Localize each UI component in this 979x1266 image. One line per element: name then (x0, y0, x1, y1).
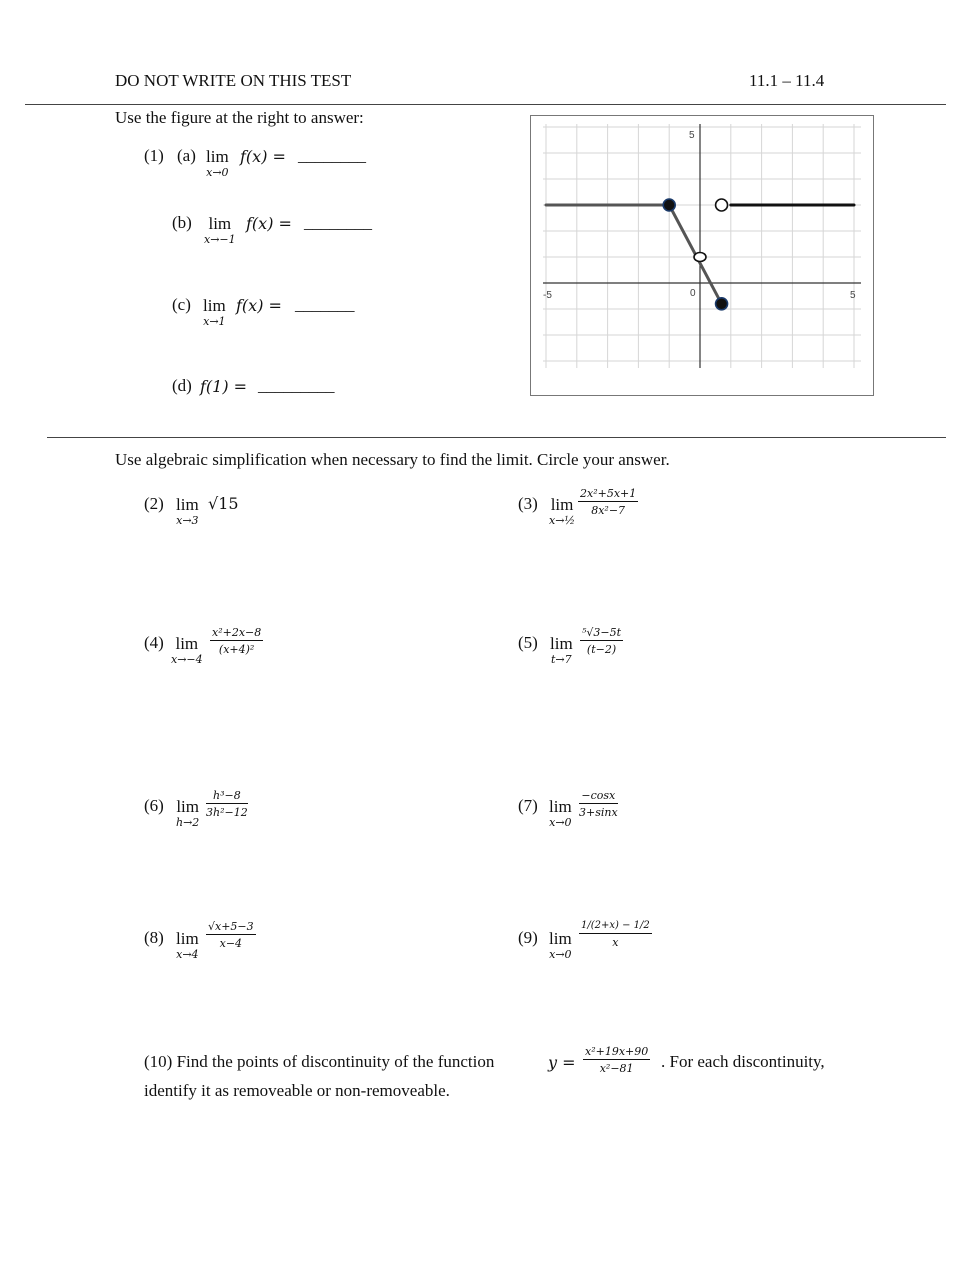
q1c-lim-word: lim (203, 296, 226, 315)
q7-limit (549, 798, 572, 828)
piecewise-graph-figure (530, 115, 874, 396)
test-header-title: DO NOT WRITE ON THIS TEST (115, 71, 352, 90)
q8-lim-sub: x→4 (176, 948, 199, 961)
q1b-lim-sub: x→−1 (204, 233, 236, 246)
q7-lim-sub: x→0 (549, 816, 572, 829)
q6-lim-word: lim (176, 797, 199, 816)
q1b-lim-word: lim (208, 214, 232, 233)
test-header-sections: 11.1 – 11.4 (749, 71, 825, 90)
section1-instruction: Use the figure at the right to answer: (115, 108, 364, 127)
q10-fraction (583, 1046, 650, 1074)
q4-lim-word: lim (175, 634, 199, 653)
q7-numerator: −cosx (579, 790, 618, 804)
q9-numerator: 1/(2+x) − 1/2 (579, 921, 652, 934)
tick-label-y-top: 5 (689, 130, 695, 141)
q3-fraction (578, 488, 638, 516)
q8-numerator: √x+5−3 (208, 920, 254, 933)
tick-label-x-left: -5 (543, 290, 552, 301)
q3-lim-word: lim (550, 495, 574, 514)
q2-lim-sub: x→3 (176, 514, 199, 527)
q7-lim-word: lim (549, 797, 572, 816)
q7-fraction (579, 790, 618, 818)
q2-lim-word: lim (176, 495, 199, 514)
q2-expression: √15 (208, 494, 239, 513)
q10-denominator: x²−81 (599, 1062, 634, 1075)
q5-fraction (580, 627, 623, 655)
tick-label-x-right: 5 (850, 290, 856, 301)
q1d-label: (d) (172, 376, 192, 395)
q5-number: (5) (518, 633, 538, 652)
q9-lim-sub: x→0 (549, 948, 572, 961)
q1c-label: (c) (172, 295, 191, 314)
q2-number: (2) (144, 494, 164, 513)
tick-label-origin: 0 (690, 288, 696, 299)
q5-numerator: ⁵√3−5t (582, 626, 622, 639)
q9-limit (549, 930, 572, 960)
q5-limit (550, 635, 573, 665)
q9-fraction (579, 921, 652, 948)
q1a-fx: f(x) = (240, 147, 286, 166)
q6-lim-sub: h→2 (176, 816, 200, 829)
q6-denominator: 3h²−12 (206, 806, 248, 819)
q4-fraction (210, 627, 263, 655)
q1a-lim-word: lim (206, 147, 229, 166)
q10-line2: identify it as removeable or non-removeable. (144, 1081, 450, 1100)
q6-numerator: h³−8 (206, 790, 248, 804)
q10-y-equals: y = (548, 1053, 576, 1072)
q1a-lim-sub: x→0 (206, 166, 229, 179)
q2-limit (176, 496, 199, 526)
q1a-limit (206, 148, 229, 178)
q3-number: (3) (518, 494, 538, 513)
q3-lim-sub: x→½ (549, 514, 576, 527)
q8-limit (176, 930, 199, 960)
q1c-lim-sub: x→1 (203, 315, 226, 328)
q5-lim-sub: t→7 (551, 653, 572, 666)
q6-limit (176, 798, 199, 828)
q9-number: (9) (518, 928, 538, 947)
q1-number: (1) (144, 146, 164, 165)
graph-open-point (716, 199, 728, 211)
q4-lim-sub: x→−4 (171, 653, 203, 666)
q1d-fx: f(1) = (200, 377, 248, 396)
graph-closed-point (663, 199, 675, 211)
q4-denominator: (x+4)² (218, 643, 255, 656)
q8-fraction (206, 921, 256, 949)
q6-fraction (206, 790, 248, 818)
q5-lim-word: lim (550, 634, 573, 653)
q10-numerator: x²+19x+90 (585, 1045, 649, 1058)
q1b-fx: f(x) = (246, 214, 292, 233)
section2-instruction: Use algebraic simplification when necessary to find the limit. Circle your answer. (115, 450, 670, 469)
q9-denominator: x (612, 936, 619, 949)
header-divider (25, 104, 946, 105)
q7-number: (7) (518, 796, 538, 815)
q1d-answer-blank: _________ (258, 376, 335, 395)
q4-limit (171, 635, 203, 665)
q8-denominator: x−4 (219, 937, 243, 950)
q7-denominator: 3+sinx (579, 806, 618, 819)
q1c-fx: f(x) = (236, 296, 282, 315)
section-divider (47, 437, 946, 438)
q4-numerator: x²+2x−8 (212, 626, 262, 639)
q5-denominator: (t−2) (586, 643, 617, 656)
q1c-limit (203, 297, 226, 327)
graph-canvas (531, 116, 873, 395)
q8-lim-word: lim (176, 929, 199, 948)
q6-number: (6) (144, 796, 164, 815)
q3-limit (549, 496, 575, 526)
q1b-label: (b) (172, 213, 192, 232)
q3-numerator: 2x²+5x+1 (580, 487, 637, 500)
q1a-label: (a) (177, 146, 196, 165)
q1b-answer-blank: ________ (304, 213, 372, 232)
graph-closed-point (716, 298, 728, 310)
q1c-answer-blank: _______ (295, 295, 355, 314)
q8-number: (8) (144, 928, 164, 947)
q10-lead-text: (10) Find the points of discontinuity of the function (144, 1052, 495, 1071)
q10-tail-text: . For each discontinuity, (661, 1052, 825, 1071)
q3-denominator: 8x²−7 (591, 504, 626, 517)
graph-open-point (694, 253, 706, 262)
q9-lim-word: lim (549, 929, 572, 948)
q4-number: (4) (144, 633, 164, 652)
q1b-limit (204, 215, 236, 245)
q1a-answer-blank: ________ (298, 146, 366, 165)
